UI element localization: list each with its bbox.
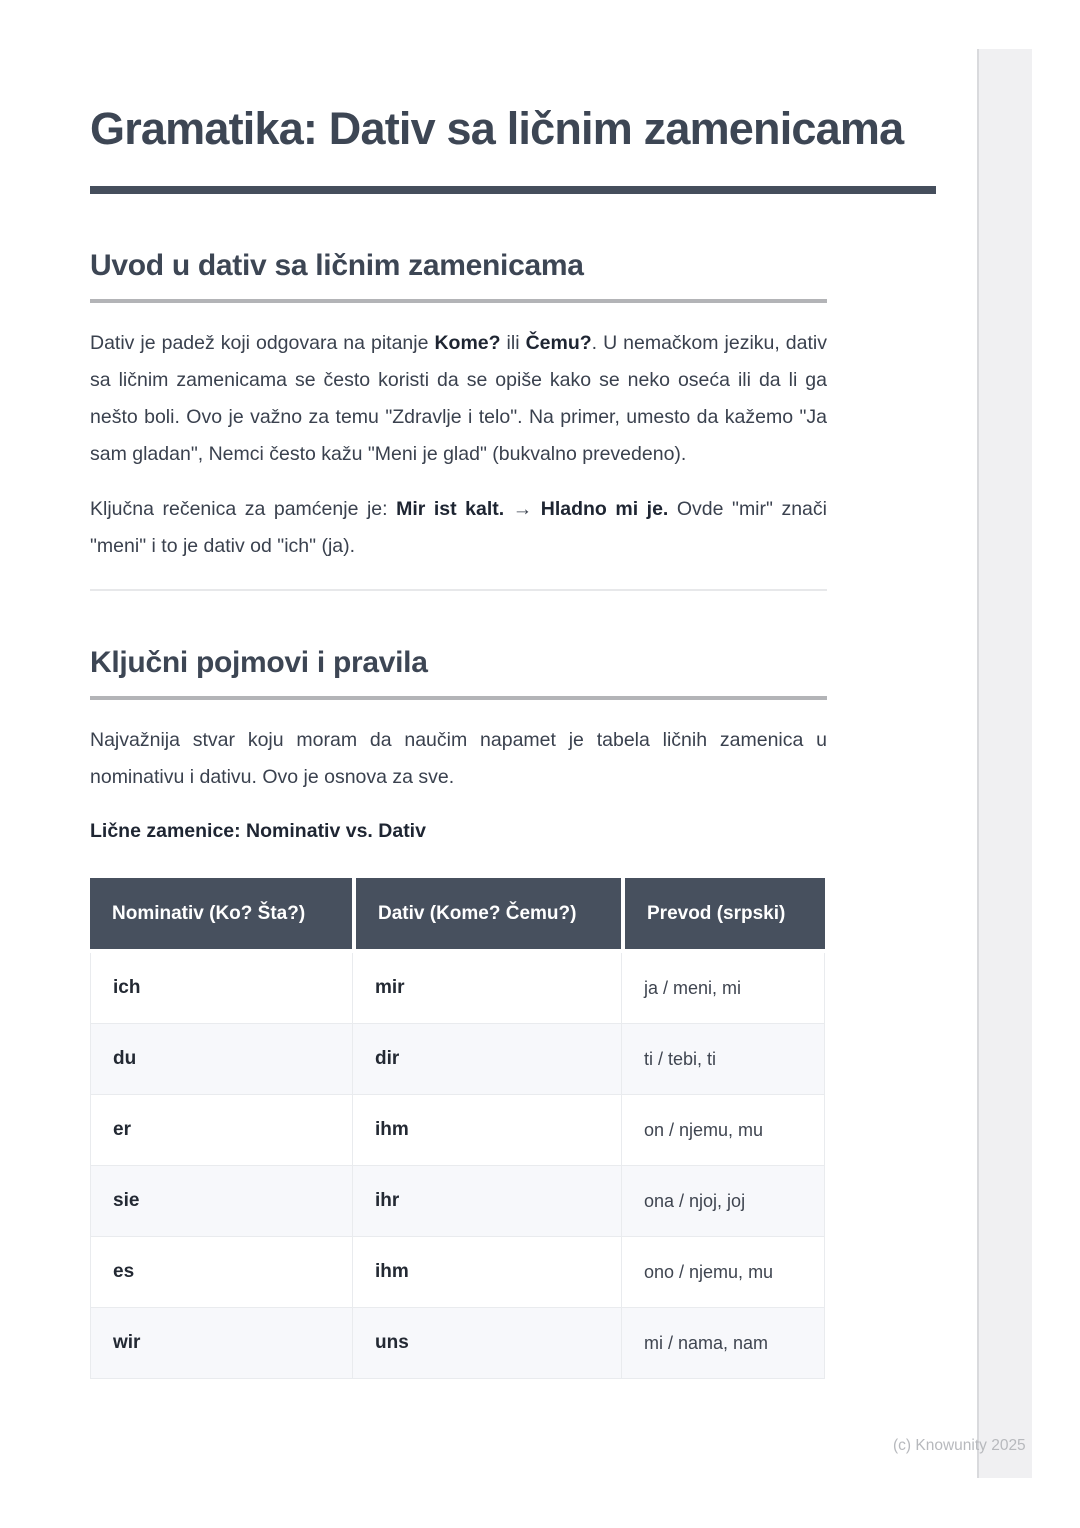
table-cell: es: [90, 1237, 352, 1308]
paragraph: [90, 325, 827, 473]
paragraph: [90, 722, 827, 796]
text-run: →: [504, 498, 541, 520]
table-cell: ja / meni, mi: [621, 953, 825, 1024]
table-row: [90, 1237, 825, 1308]
table-row: [90, 1308, 825, 1379]
text-run: Najvažnija stvar koju moram da naučim napamet je tabela ličnih zamenica u nominativu i dativu. Ovo je osnova za sve.: [90, 729, 827, 788]
table-row: [90, 1095, 825, 1166]
table-header-cell-nominativ: Nominativ (Ko? Šta?): [90, 878, 352, 953]
table-cell: on / njemu, mu: [621, 1095, 825, 1166]
paragraph: [90, 491, 827, 565]
table-header-row: [90, 878, 825, 953]
section-uvod: [90, 246, 827, 565]
table-cell: ihr: [352, 1166, 621, 1237]
table-row: [90, 1166, 825, 1237]
table-cell: ihm: [352, 1095, 621, 1166]
table-cell: er: [90, 1095, 352, 1166]
table-row: [90, 1024, 825, 1095]
heading-rule: [90, 696, 827, 700]
text-run: ili: [500, 332, 526, 354]
title-rule: [90, 186, 936, 194]
bold-text-run: Kome?: [434, 332, 501, 354]
section-heading-uvod: Uvod u dativ sa ličnim zamenicama: [90, 249, 584, 282]
table-cell: dir: [352, 1024, 621, 1095]
table-caption: Lične zamenice: Nominativ vs. Dativ: [90, 820, 426, 842]
table-cell: mi / nama, nam: [621, 1308, 825, 1379]
table-cell: ona / njoj, joj: [621, 1166, 825, 1237]
section-heading-kljucni: Ključni pojmovi i pravila: [90, 646, 428, 679]
text-run: Ovde "mir" znači "meni" i to je dativ od "ich" (ja).: [90, 498, 827, 557]
table-cell: ich: [90, 953, 352, 1024]
heading-rule: [90, 299, 827, 303]
text-run: Ključna rečenica za pamćenje je:: [90, 498, 397, 520]
next-page-edge: [977, 49, 1032, 1478]
table-cell: mir: [352, 953, 621, 1024]
bold-text-run: Mir ist kalt.: [396, 498, 505, 520]
table-cell: du: [90, 1024, 352, 1095]
content-column: [90, 0, 904, 1379]
table-body: [90, 953, 825, 1379]
text-run: Dativ je padež koji odgovara na pitanje: [90, 332, 435, 354]
page-title: Gramatika: Dativ sa ličnim zamenicama: [90, 103, 904, 154]
section-kljucni-pojmovi: [90, 643, 827, 1379]
table-cell: ihm: [352, 1237, 621, 1308]
copyright-watermark: (c) Knowunity 2025: [893, 1437, 1026, 1454]
text-run: . U nemačkom jeziku, dativ sa ličnim zamenicama se često koristi da se opiše kako se neko oseća ili da li ga nešto boli. Ovo je važno za temu "Zdravlje i telo". Na primer, umesto da kažemo "Ja sam gladan", Nemci često kažu "Meni je glad" (bukvalno prevedeno).: [90, 332, 827, 465]
table-cell: ono / njemu, mu: [621, 1237, 825, 1308]
table-row: [90, 953, 825, 1024]
bold-text-run: Hladno mi je.: [540, 498, 669, 520]
table-cell: uns: [352, 1308, 621, 1379]
section-divider: [90, 589, 827, 591]
table-header-cell-dativ: Dativ (Kome? Čemu?): [352, 878, 621, 953]
table-cell: sie: [90, 1166, 352, 1237]
table-cell: ti / tebi, ti: [621, 1024, 825, 1095]
pronouns-table: [90, 878, 825, 1379]
bold-text-run: Čemu?: [525, 332, 592, 354]
table-header-cell-prevod: Prevod (srpski): [621, 878, 825, 953]
table-cell: wir: [90, 1308, 352, 1379]
